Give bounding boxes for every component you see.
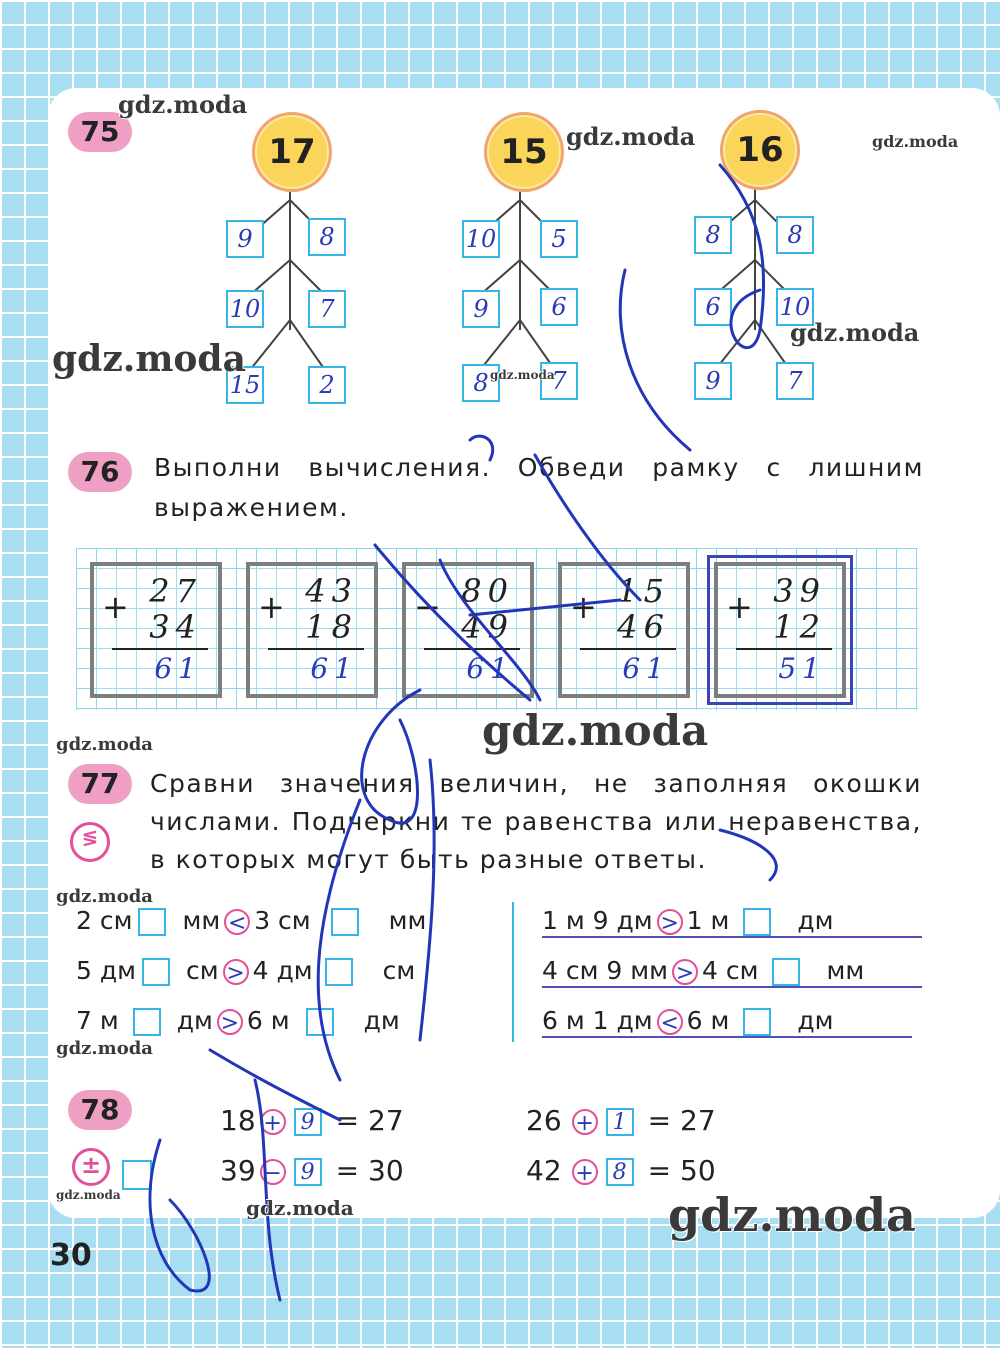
- compare-row-left: 2 см мм < 3 см мм: [76, 906, 427, 936]
- tree-2-cell[interactable]: 6: [540, 288, 578, 326]
- calc-operand-a: 27: [149, 572, 202, 610]
- tree-2-cell[interactable]: 9: [462, 290, 500, 328]
- watermark: gdz.moda: [790, 318, 920, 347]
- tree-1-cell[interactable]: 2: [308, 366, 346, 404]
- exercise-76-badge: 76: [68, 452, 132, 492]
- plus-minus-icon: ±: [72, 1148, 110, 1186]
- calc-result: 61: [310, 652, 358, 685]
- compare-row-right: 1 м 9 дм > 1 м дм: [542, 906, 922, 938]
- tree-3-cell[interactable]: 7: [776, 362, 814, 400]
- exercise-77-text-line3: в которых могут быть разные ответы.: [150, 845, 707, 874]
- operator-circle[interactable]: +: [572, 1159, 598, 1185]
- compare-operator[interactable]: <: [657, 1009, 683, 1035]
- answer-box[interactable]: 9: [294, 1158, 322, 1186]
- calc-result: 61: [154, 652, 202, 685]
- compare-operator[interactable]: >: [672, 959, 698, 985]
- watermark: gdz.moda: [56, 1188, 121, 1202]
- tree-1-top-number: 17: [252, 112, 332, 192]
- tree-2-cell[interactable]: 7: [540, 362, 578, 400]
- compare-operator[interactable]: >: [223, 959, 249, 985]
- calc-result: 61: [622, 652, 670, 685]
- calc-operand-b: 34: [149, 608, 202, 646]
- equation-row: 18 + 9 = 27: [220, 1104, 404, 1137]
- exercise-77-text-line1: Сравни значения величин, не заполняя окошки: [150, 769, 922, 798]
- tree-1-cell[interactable]: 9: [226, 220, 264, 258]
- calc-sign: +: [726, 588, 753, 626]
- compare-icon: ≶: [70, 822, 110, 862]
- calc-operand-a: 15: [617, 572, 670, 610]
- compare-row-right: 4 см 9 мм > 4 см мм: [542, 956, 922, 988]
- tree-2-top-number: 15: [484, 112, 564, 192]
- compare-row-left: 7 м дм > 6 м дм: [76, 1006, 400, 1036]
- tree-1-cell[interactable]: 10: [226, 290, 264, 328]
- calc-sign: +: [570, 588, 597, 626]
- tree-3-cell[interactable]: 10: [776, 288, 814, 326]
- tree-2-cell[interactable]: 5: [540, 220, 578, 258]
- tree-1-cell[interactable]: 8: [308, 218, 346, 256]
- tree-1-cell[interactable]: 7: [308, 290, 346, 328]
- answer-box[interactable]: 9: [294, 1108, 322, 1136]
- exercise-76-text-line1: Выполни вычисления. Обведи рамку с лишним: [154, 453, 924, 482]
- exercise-75-badge: 75: [68, 112, 132, 152]
- page-number: 30: [50, 1238, 92, 1273]
- calc-operand-b: 49: [461, 608, 514, 646]
- calc-operand-a: 43: [305, 572, 358, 610]
- compare-row-right: 6 м 1 дм < 6 м дм: [542, 1006, 912, 1038]
- operator-circle[interactable]: −: [260, 1159, 286, 1185]
- answer-box[interactable]: 1: [606, 1108, 634, 1136]
- compare-operator[interactable]: >: [657, 909, 683, 935]
- calc-result: 61: [466, 652, 514, 685]
- watermark: gdz.moda: [52, 338, 246, 380]
- operator-circle[interactable]: +: [572, 1109, 598, 1135]
- equation-row: 39 − 9 = 30: [220, 1154, 404, 1187]
- tree-2-cell[interactable]: 10: [462, 220, 500, 258]
- compare-operator[interactable]: >: [217, 1009, 243, 1035]
- tree-2-cell[interactable]: 8: [462, 364, 500, 402]
- compare-row-left: 5 дм см > 4 дм см: [76, 956, 416, 986]
- watermark: gdz.moda: [56, 886, 153, 907]
- exercise-77-badge: 77: [68, 764, 132, 804]
- exercise-77-text-line2: числами. Подчеркни те равенства или неравенства,: [150, 807, 922, 836]
- watermark: gdz.moda: [668, 1188, 916, 1242]
- watermark: gdz.moda: [56, 734, 153, 755]
- equation-row: 26 + 1 = 27: [526, 1104, 716, 1137]
- equation-row: 42 + 8 = 50: [526, 1154, 716, 1187]
- watermark: gdz.moda: [566, 122, 696, 151]
- exercise-76-text-line2: выражением.: [154, 493, 349, 522]
- calc-operand-a: 80: [461, 572, 514, 610]
- tree-3-cell[interactable]: 8: [776, 216, 814, 254]
- tree-1-cell[interactable]: 15: [226, 366, 264, 404]
- watermark: gdz.moda: [490, 368, 555, 382]
- calc-sign: +: [258, 588, 285, 626]
- calc-operand-b: 46: [617, 608, 670, 646]
- tree-3-cell[interactable]: 9: [694, 362, 732, 400]
- operator-circle[interactable]: +: [260, 1109, 286, 1135]
- watermark: gdz.moda: [56, 1038, 153, 1059]
- answer-box[interactable]: 8: [606, 1158, 634, 1186]
- calc-sign: +: [102, 588, 129, 626]
- calc-operand-a: 39: [773, 572, 826, 610]
- calc-operand-b: 18: [305, 608, 358, 646]
- watermark: gdz.moda: [872, 132, 959, 151]
- tree-3-cell[interactable]: 8: [694, 216, 732, 254]
- calc-result: 51: [778, 652, 826, 685]
- exercise-78-badge: 78: [68, 1090, 132, 1130]
- watermark: gdz.moda: [118, 90, 248, 119]
- watermark: gdz.moda: [482, 706, 709, 755]
- watermark: gdz.moda: [246, 1196, 354, 1220]
- calc-operand-b: 12: [773, 608, 826, 646]
- tree-3-top-number: 16: [720, 110, 800, 190]
- tree-3-cell[interactable]: 6: [694, 288, 732, 326]
- calc-sign: −: [414, 588, 441, 626]
- compare-operator[interactable]: <: [224, 909, 250, 935]
